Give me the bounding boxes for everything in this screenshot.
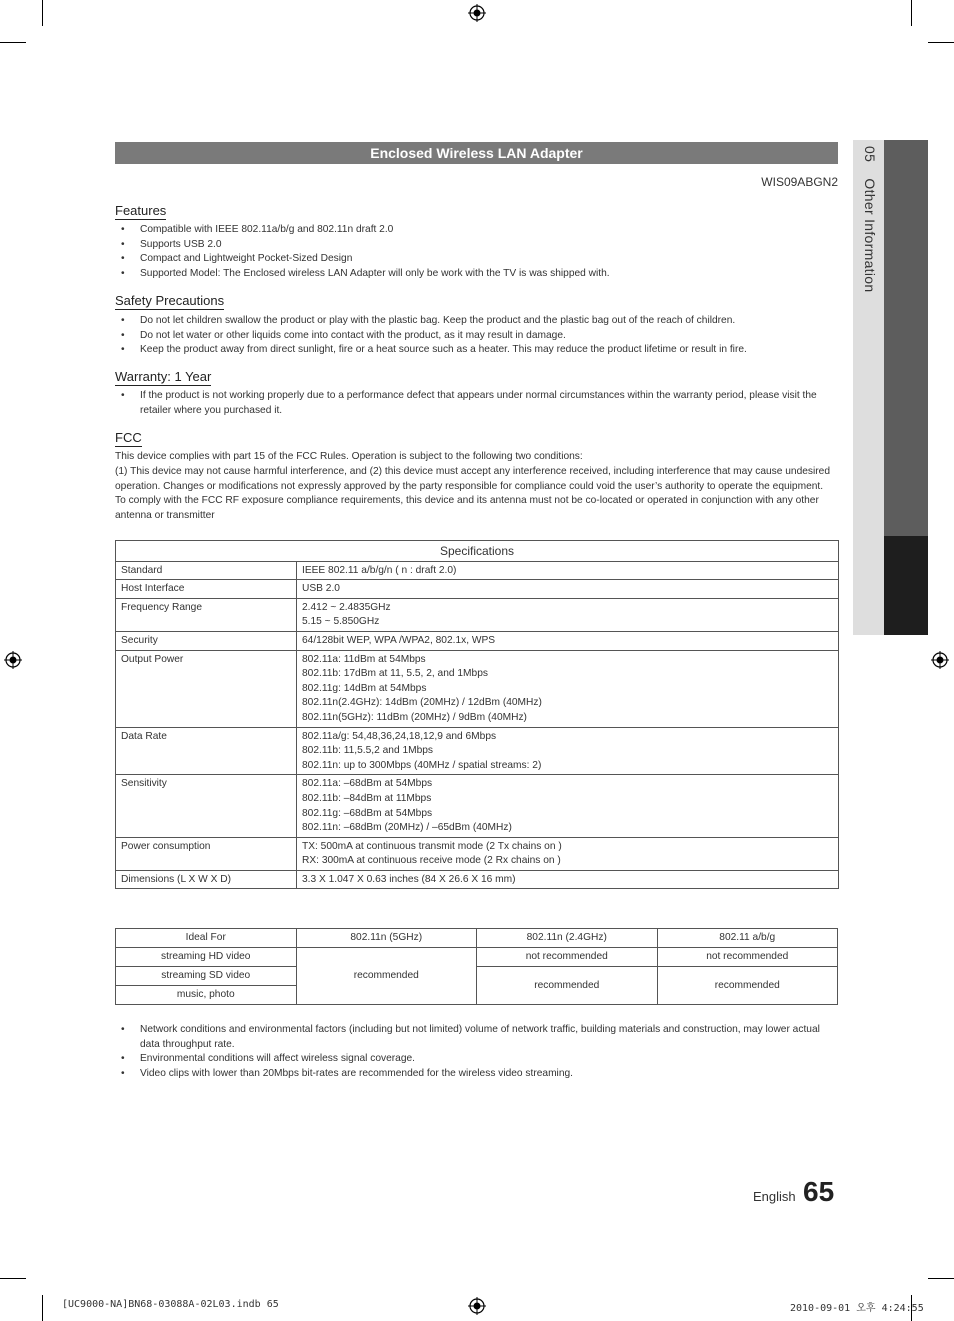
crop-mark — [928, 42, 954, 43]
registration-mark-icon — [931, 651, 949, 669]
warranty-heading: Warranty: 1 Year — [115, 369, 212, 384]
table-cell: not recommended — [657, 948, 838, 967]
spec-key: Power consumption — [116, 837, 297, 870]
crop-mark — [911, 0, 912, 26]
chapter-number: 05 — [862, 146, 878, 163]
specifications-table — [115, 540, 839, 889]
table-cell: streaming SD video — [116, 967, 297, 986]
print-slug-date: 2010-09-01 오후 4:24:55 — [790, 1303, 924, 1314]
table-row — [116, 870, 839, 889]
fcc-heading: FCC — [115, 430, 142, 445]
page-title: Enclosed Wireless LAN Adapter — [115, 142, 838, 164]
fcc-paragraph: This device complies with part 15 of the FCC Rules. Operation is subject to the following two conditions: — [115, 451, 583, 462]
registration-mark-icon — [468, 1297, 486, 1315]
fcc-text — [115, 450, 835, 524]
footer-language: English — [753, 1189, 796, 1204]
spec-key: Frequency Range — [116, 598, 297, 631]
spec-key: Security — [116, 631, 297, 650]
table-header: 802.11 a/b/g — [657, 929, 838, 948]
chapter-title: Other Information — [862, 178, 878, 293]
list-item: • Video clips with lower than 20Mbps bit-rates are recommended for the wireless video streaming. — [121, 1067, 573, 1079]
list-item: • Do not let water or other liquids come into contact with the product, as it may result in damage. — [121, 329, 566, 341]
side-tab-dark — [884, 140, 928, 536]
crop-mark — [928, 1278, 954, 1279]
list-item: • Keep the product away from direct sunlight, fire or a heat source such as a heater. This may reduce the product lifetime or result in fire. — [121, 344, 747, 356]
spec-key: Sensitivity — [116, 775, 297, 837]
table-row — [116, 727, 839, 775]
registration-mark-icon — [4, 651, 22, 669]
model-number: WIS09ABGN2 — [761, 175, 838, 189]
table-header: 802.11n (2.4GHz) — [477, 929, 658, 948]
spec-key: Host Interface — [116, 580, 297, 599]
table-row — [116, 837, 839, 870]
safety-heading: Safety Precautions — [115, 293, 225, 308]
table-header-row — [116, 929, 838, 948]
spec-value: TX: 500mA at continuous transmit mode (2 Tx chains on ) RX: 300mA at continuous receive mode (2 Rx chains on ) — [297, 837, 839, 870]
registration-mark-icon — [468, 4, 486, 22]
page-number: 65 — [803, 1176, 835, 1207]
list-item: • Do not let children swallow the product or play with the plastic bag. Keep the product and the plastic bag out of the reach of children. — [121, 315, 736, 326]
table-cell: streaming HD video — [116, 948, 297, 967]
spec-value: 64/128bit WEP, WPA /WPA2, 802.1x, WPS — [297, 631, 839, 650]
spec-key: Dimensions (L X W X D) — [116, 870, 297, 889]
list-item: • Network conditions and environmental factors (including but not limited) volume of network traffic, building materials and construction, may lower actual data throughput rate. — [121, 1024, 820, 1050]
table-row — [116, 598, 839, 631]
spec-value: 802.11a: –68dBm at 54Mbps 802.11b: –84dBm at 11Mbps 802.11g: –68dBm at 54Mbps 802.11n: –68dBm (20MHz) / –65dBm (40MHz) — [297, 775, 839, 837]
features-list — [115, 223, 840, 281]
side-tab-black — [884, 536, 928, 635]
spec-key: Standard — [116, 561, 297, 580]
table-cell: not recommended — [477, 948, 658, 967]
crop-mark — [42, 0, 43, 26]
table-cell: recommended — [296, 948, 477, 1005]
spec-value: 3.3 X 1.047 X 0.63 inches (84 X 26.6 X 16 mm) — [297, 870, 839, 889]
table-cell: recommended — [657, 967, 838, 1005]
table-row — [116, 948, 838, 967]
spec-value: USB 2.0 — [297, 580, 839, 599]
list-item: • Supported Model: The Enclosed wireless LAN Adapter will only be work with the TV is was shipped with. — [121, 267, 610, 279]
table-cell: music, photo — [116, 986, 297, 1005]
crop-mark — [0, 1278, 26, 1279]
side-tab-label — [858, 146, 878, 446]
safety-list — [115, 314, 840, 358]
features-heading: Features — [115, 203, 167, 218]
warranty-list — [115, 389, 840, 418]
crop-mark — [42, 1295, 43, 1321]
table-row — [116, 967, 838, 986]
spec-key: Output Power — [116, 650, 297, 727]
list-item: • Compact and Lightweight Pocket-Sized Design — [121, 253, 353, 265]
table-row — [116, 650, 839, 727]
table-header: 802.11n (5GHz) — [296, 929, 477, 948]
list-item: • Supports USB 2.0 — [121, 238, 222, 250]
list-item: • If the product is not working properly due to a performance defect that appears under normal circumstances within the warranty period, please visit the retailer where you purchased it. — [121, 390, 817, 416]
fcc-paragraph: (1) This device may not cause harmful interference, and (2) this device must accept any interference received, including interference that may cause undesired operation. Changes or modifications not expressly approved by the party responsible for compliance could void the user’s authority to operate the equipment. To comply with the FCC RF exposure compliance requirements, this device and its antenna must not be co-located or operated in conjunction with any other antenna or transmitter — [115, 465, 831, 522]
spec-value: 2.412 ~ 2.4835GHz 5.15 ~ 5.850GHz — [297, 598, 839, 631]
list-item: • Environmental conditions will affect wireless signal coverage. — [121, 1053, 416, 1065]
spec-key: Data Rate — [116, 727, 297, 775]
spec-value: IEEE 802.11 a/b/g/n ( n : draft 2.0) — [297, 561, 839, 580]
list-item: • Compatible with IEEE 802.11a/b/g and 802.11n draft 2.0 — [121, 224, 394, 235]
spec-value: 802.11a/g: 54,48,36,24,18,12,9 and 6Mbps 802.11b: 11,5.5,2 and 1Mbps 802.11n: up to 300Mbps (40MHz / spatial streams: 2) — [297, 727, 839, 775]
table-row — [116, 631, 839, 650]
table-header: Ideal For — [116, 929, 297, 948]
table-header: Specifications — [116, 541, 839, 562]
table-row — [116, 580, 839, 599]
table-row — [116, 775, 839, 837]
table-row — [116, 561, 839, 580]
table-cell: recommended — [477, 967, 658, 1005]
crop-mark — [0, 42, 26, 43]
notes-list — [115, 1023, 827, 1081]
spec-value: 802.11a: 11dBm at 54Mbps 802.11b: 17dBm at 11, 5.5, 2, and 1Mbps 802.11g: 14dBm at 54Mbps 802.11n(2.4GHz): 14dBm (20MHz) / 12dBm (40MHz) 802.11n(5GHz): 11dBm (20MHz) / 9dBm (40MHz) — [297, 650, 839, 727]
print-slug-file: [UC9000-NA]BN68-03088A-02L03.indb 65 — [62, 1299, 279, 1310]
ideal-for-table — [115, 928, 838, 1005]
